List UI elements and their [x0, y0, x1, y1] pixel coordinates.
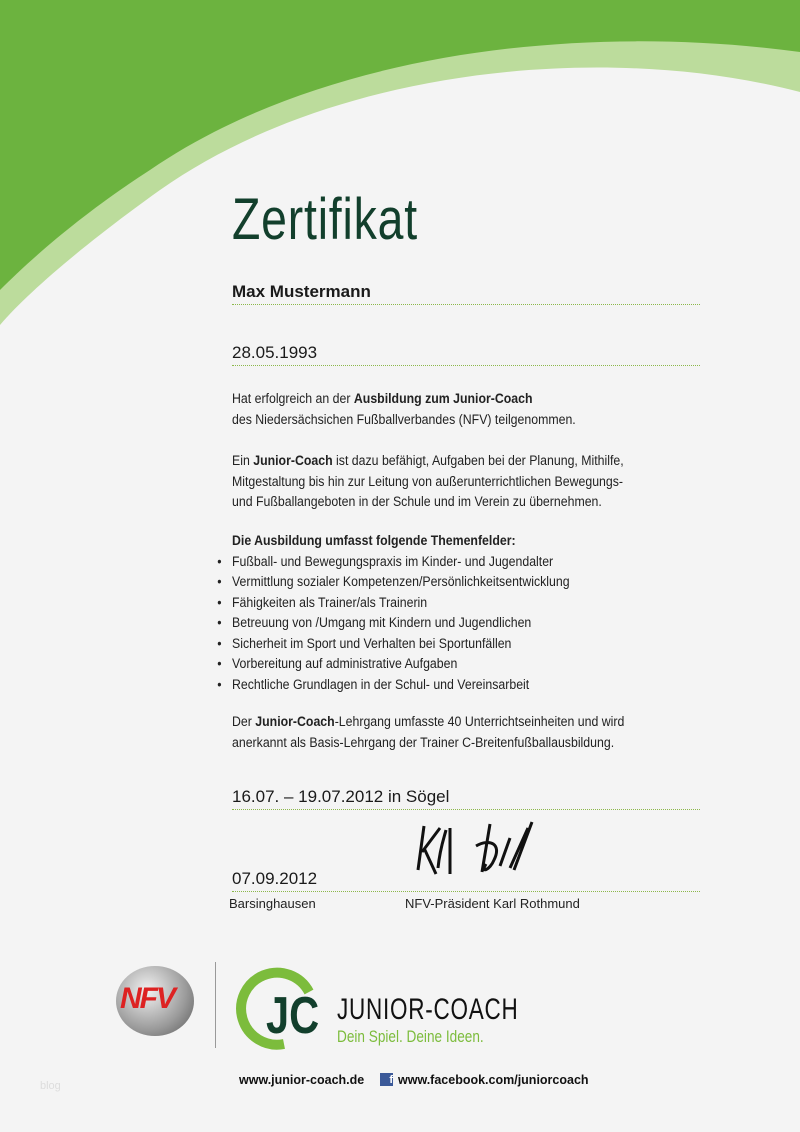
intro-line2: des Niedersächsichen Fußballverbandes (NFV) teilgenommen.: [232, 411, 576, 427]
birthdate: 28.05.1993: [232, 343, 700, 366]
watermark: blog: [40, 1080, 61, 1092]
topic-item: • Rechtliche Grundlagen in der Schul- und Vereinsarbeit: [232, 675, 570, 696]
topic-item: • Betreuung von /Umgang mit Kindern und Jugendlichen: [232, 613, 570, 634]
topic-item: • Fußball- und Bewegungspraxis im Kinder- und Jugendalter: [232, 552, 570, 573]
para2-line3: und Fußballangeboten in der Schule und im Verein zu übernehmen.: [232, 494, 602, 509]
brand-slogan: Dein Spiel. Deine Ideen.: [337, 1027, 484, 1046]
topic-item: • Fähigkeiten als Trainer/als Trainerin: [232, 593, 570, 614]
issue-date: 07.09.2012: [232, 869, 700, 892]
facebook-icon: f: [380, 1073, 393, 1086]
certificate-title: Zertifikat: [232, 187, 418, 252]
nfv-logo-text: NFV: [120, 982, 174, 1015]
recipient-name: Max Mustermann: [232, 282, 700, 305]
intro-text: Hat erfolgreich an der: [232, 391, 354, 406]
topics-section: [232, 531, 570, 695]
website-link[interactable]: www.junior-coach.de: [239, 1073, 365, 1087]
course-paragraph: [232, 712, 624, 753]
topic-item: • Sicherheit im Sport und Verhalten bei Sportunfällen: [232, 634, 570, 655]
para3-line2: anerkannt als Basis-Lehrgang der Trainer C-Breitenfußballausbildung.: [232, 734, 615, 750]
intro-paragraph: [232, 389, 576, 430]
logo-divider: [215, 962, 216, 1048]
topic-item: • Vorbereitung auf administrative Aufgaben: [232, 654, 570, 675]
topic-item: • Vermittlung sozialer Kompetenzen/Persönlichkeitsentwicklung: [232, 572, 570, 593]
para3-bold: Junior-Coach: [255, 714, 335, 729]
signatory: NFV-Präsident Karl Rothmund: [405, 896, 580, 911]
topics-list: [232, 552, 570, 696]
brand-name: JUNIOR-COACH: [337, 993, 519, 1026]
intro-bold: Ausbildung zum Junior-Coach: [353, 391, 533, 406]
jc-logo: JC: [266, 987, 320, 1045]
facebook-link[interactable]: www.facebook.com/juniorcoach: [398, 1073, 589, 1087]
para2-bold: Junior-Coach: [253, 453, 333, 468]
para2-line2: Mitgestaltung bis hin zur Leitung von außerunterrichtlichen Bewegungs-: [232, 473, 624, 489]
nfv-logo: [116, 966, 194, 1036]
para3-line1: -Lehrgang umfasste 40 Unterrichtseinheiten und wird: [334, 714, 625, 729]
para2-pre: Ein: [232, 453, 254, 468]
para3-pre: Der: [232, 714, 256, 729]
para2-line1: ist dazu befähigt, Aufgaben bei der Planung, Mithilfe,: [332, 453, 624, 468]
topics-heading: Die Ausbildung umfasst folgende Themenfelder:: [232, 533, 516, 548]
description-paragraph: [232, 451, 624, 513]
issue-place: Barsinghausen: [229, 896, 316, 911]
course-dates: 16.07. – 19.07.2012 in Sögel: [232, 787, 700, 810]
